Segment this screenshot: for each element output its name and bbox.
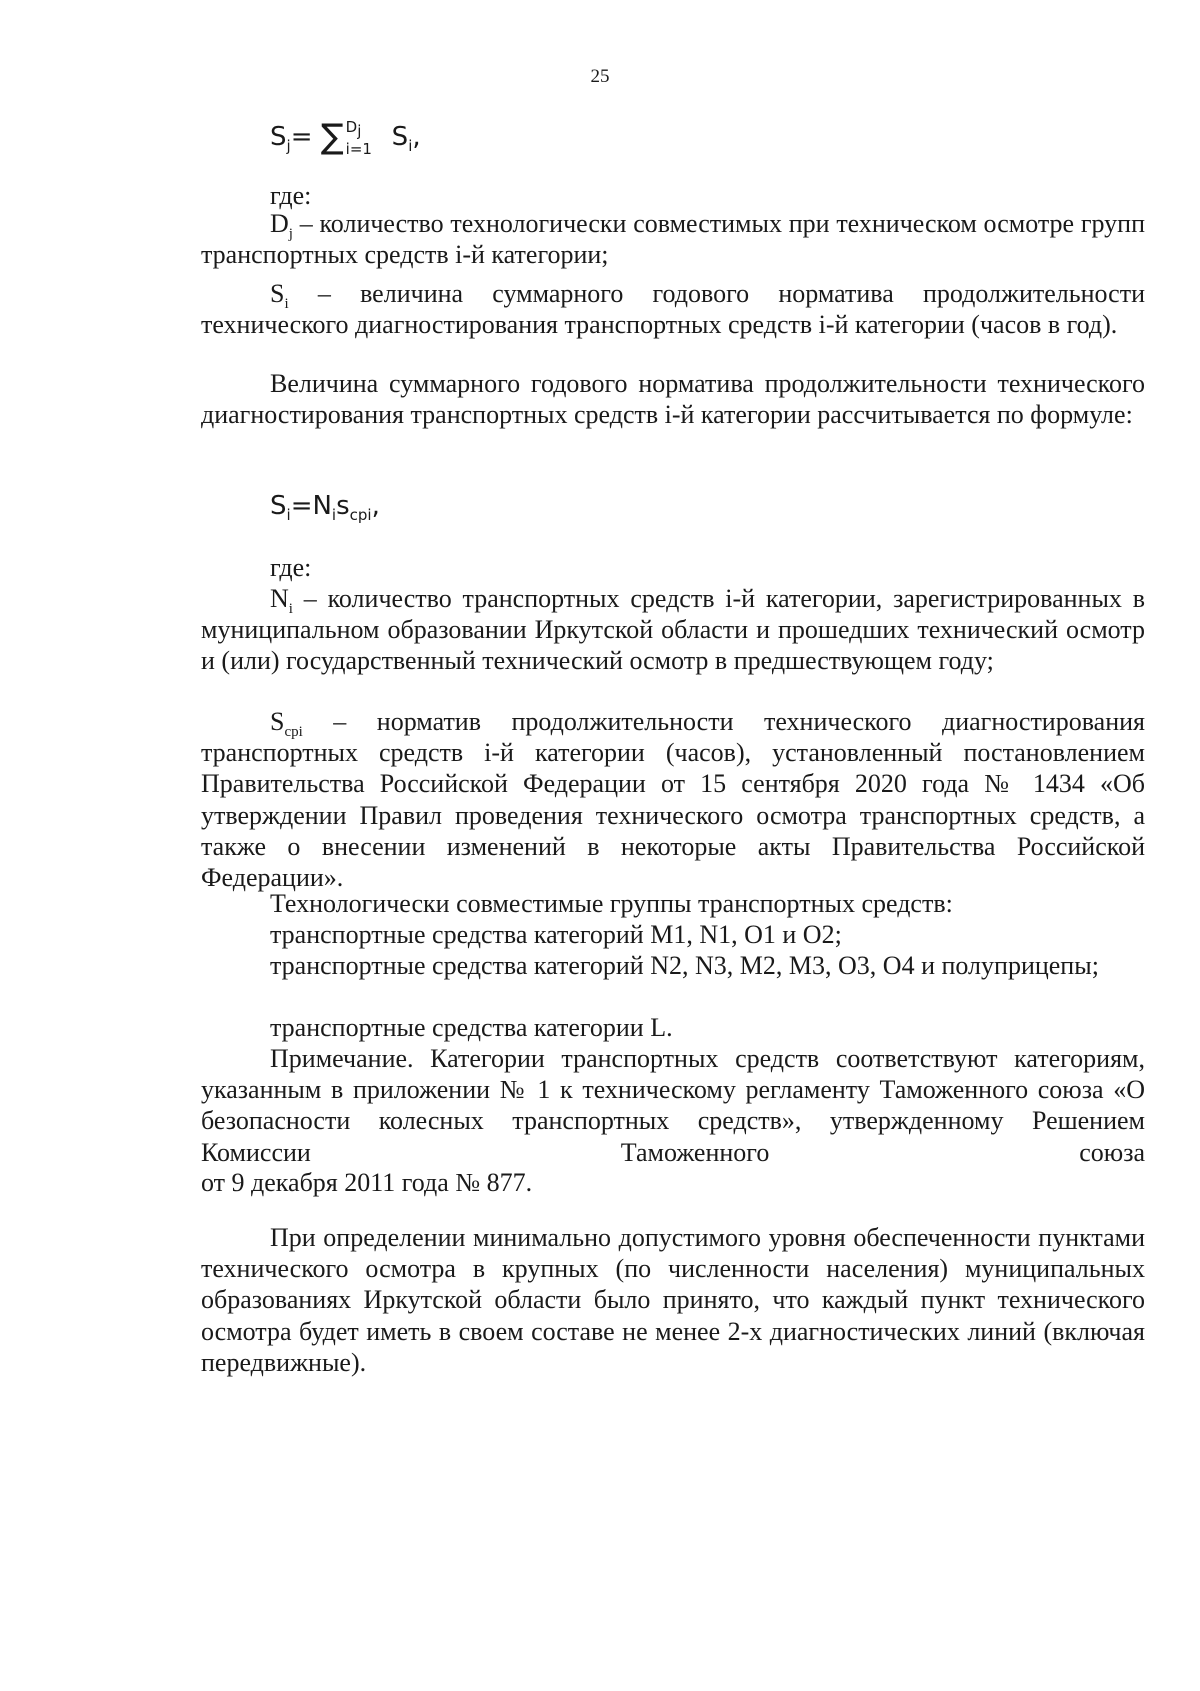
final-paragraph: При определении минимально допустимого уровня обеспеченности пунктами технического осмотра в крупных (по численности населения) муниципальных образованиях Иркутской области было принято, что каждый пункт технического осмотра будет иметь в своем составе не менее 2-х диагностических линий (включая передвижные). xyxy=(201,1223,1145,1377)
formula-product: $S_i=N_is_{cpi}$, xyxy=(270,491,380,525)
paragraph-value: Величина суммарного годового норматива продолжительности технического диагностирования транспортных средств i-й категории рассчитывается по формуле: xyxy=(201,369,1145,430)
definition-scpi: $S_{cpi}$ – норматив продолжительности технического диагностирования транспортных средств i-й категории (часов), установленный постановлением Правительства Российской Федерации от 15 сентября 2020 года № 1434 «Об утверждении Правил проведения технического осмотра транспортных средств, а также о внесении изменений в некоторые акты Правительства Российской Федерации». xyxy=(201,707,1145,893)
note-paragraph-end: от 9 декабря 2011 года № 877. xyxy=(201,1168,533,1197)
definition-dj: $D_j$ – количество технологически совместимых при техническом осмотре групп транспортных средств i-й категории; xyxy=(201,209,1145,270)
page-number: 25 xyxy=(590,66,610,87)
definition-ni: $N_i$ – количество транспортных средств i-й категории, зарегистрированных в муниципальном образовании Иркутской области и прошедших технический осмотр и (или) государственный технический осмотр в предшествующем году; xyxy=(201,584,1145,676)
groups-title: Технологически совместимые группы транспортных средств: xyxy=(270,889,953,918)
formula-sum: $S_j=$ ∑ $D_j$ i=1 $S_i$, xyxy=(270,117,421,158)
where-label: где: xyxy=(270,181,312,210)
where-label-2: где: xyxy=(270,553,312,582)
note-paragraph: Примечание. Категории транспортных средств соответствуют категориям, указанным в приложении № 1 к техническому регламенту Таможенного союза «О безопасности колесных транспортных средств», утвержденному Решением Комиссии Таможенного союза xyxy=(201,1044,1145,1167)
group-item-1: транспортные средства категорий M1, N1, O1 и O2; xyxy=(270,920,842,949)
definition-si: $S_i$ – величина суммарного годового норматива продолжительности технического диагностирования транспортных средств i-й категории (часов в год). xyxy=(201,279,1145,340)
sum-sign-icon: ∑ xyxy=(320,117,344,157)
group-item-3: транспортные средства категории L. xyxy=(270,1013,673,1042)
group-item-2: транспортные средства категорий N2, N3, M2, M3, O3, O4 и полуприцепы; xyxy=(270,951,1099,980)
